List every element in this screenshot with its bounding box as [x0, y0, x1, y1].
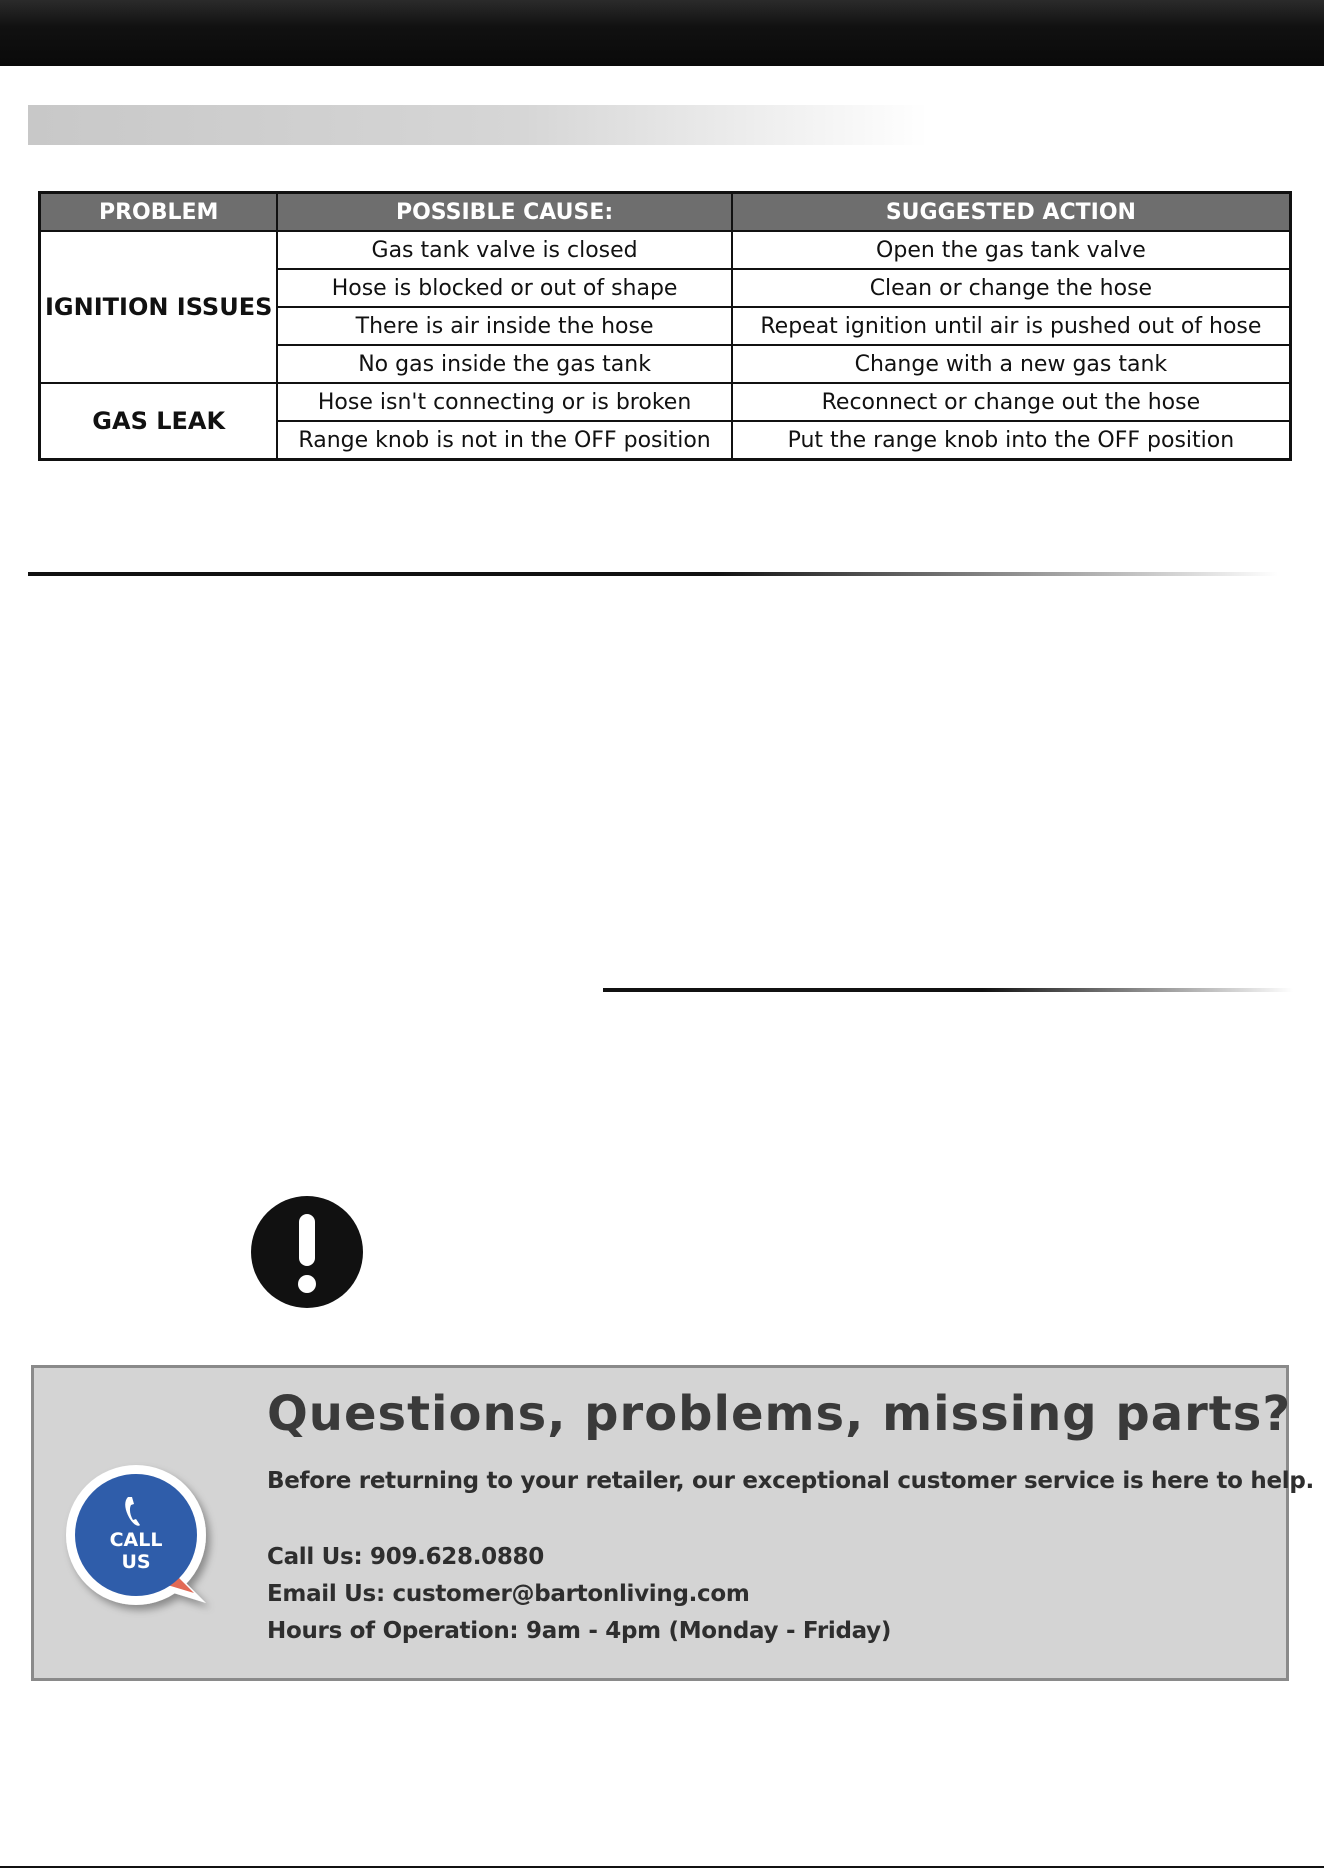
troubleshooting-table — [38, 191, 1292, 461]
section-divider — [28, 572, 1278, 576]
hours-line: Hours of Operation: 9am - 4pm (Monday - Friday) — [267, 1618, 892, 1644]
column-header-problem: PROBLEM — [40, 193, 278, 232]
cause-cell: No gas inside the gas tank — [277, 345, 731, 383]
badge-label-us: US — [121, 1551, 151, 1573]
top-header-bar — [0, 0, 1324, 66]
action-cell: Change with a new gas tank — [732, 345, 1291, 383]
cause-cell: There is air inside the hose — [277, 307, 731, 345]
badge-label-call: CALL — [109, 1529, 163, 1551]
problem-cell: GAS LEAK — [40, 383, 278, 460]
action-cell: Repeat ignition until air is pushed out of hose — [732, 307, 1291, 345]
action-cell: Put the range knob into the OFF position — [732, 421, 1291, 460]
email-line[interactable]: Email Us: customer@bartonliving.com — [267, 1581, 750, 1607]
column-header-action: SUGGESTED ACTION — [732, 193, 1291, 232]
action-cell: Open the gas tank valve — [732, 231, 1291, 269]
customer-service-panel — [31, 1365, 1314, 1681]
table-header-row — [40, 193, 1291, 232]
section-heading-band — [28, 105, 928, 145]
exclamation-circle-icon — [249, 1194, 365, 1310]
help-title: Questions, problems, missing parts? — [267, 1386, 1292, 1442]
table-row — [40, 383, 1291, 421]
cause-cell: Range knob is not in the OFF position — [277, 421, 731, 460]
page-bottom-rule — [0, 1866, 1324, 1868]
column-header-cause: POSSIBLE CAUSE: — [277, 193, 731, 232]
call-us-badge[interactable] — [54, 1453, 224, 1623]
phone-line[interactable]: Call Us: 909.628.0880 — [267, 1544, 544, 1570]
help-subtitle: Before returning to your retailer, our exceptional customer service is here to help. — [267, 1468, 1314, 1494]
section-divider-short — [603, 988, 1293, 992]
action-cell: Clean or change the hose — [732, 269, 1291, 307]
action-cell: Reconnect or change out the hose — [732, 383, 1291, 421]
table-row — [40, 231, 1291, 269]
cause-cell: Hose isn't connecting or is broken — [277, 383, 731, 421]
problem-cell: IGNITION ISSUES — [40, 231, 278, 383]
cause-cell: Hose is blocked or out of shape — [277, 269, 731, 307]
cause-cell: Gas tank valve is closed — [277, 231, 731, 269]
